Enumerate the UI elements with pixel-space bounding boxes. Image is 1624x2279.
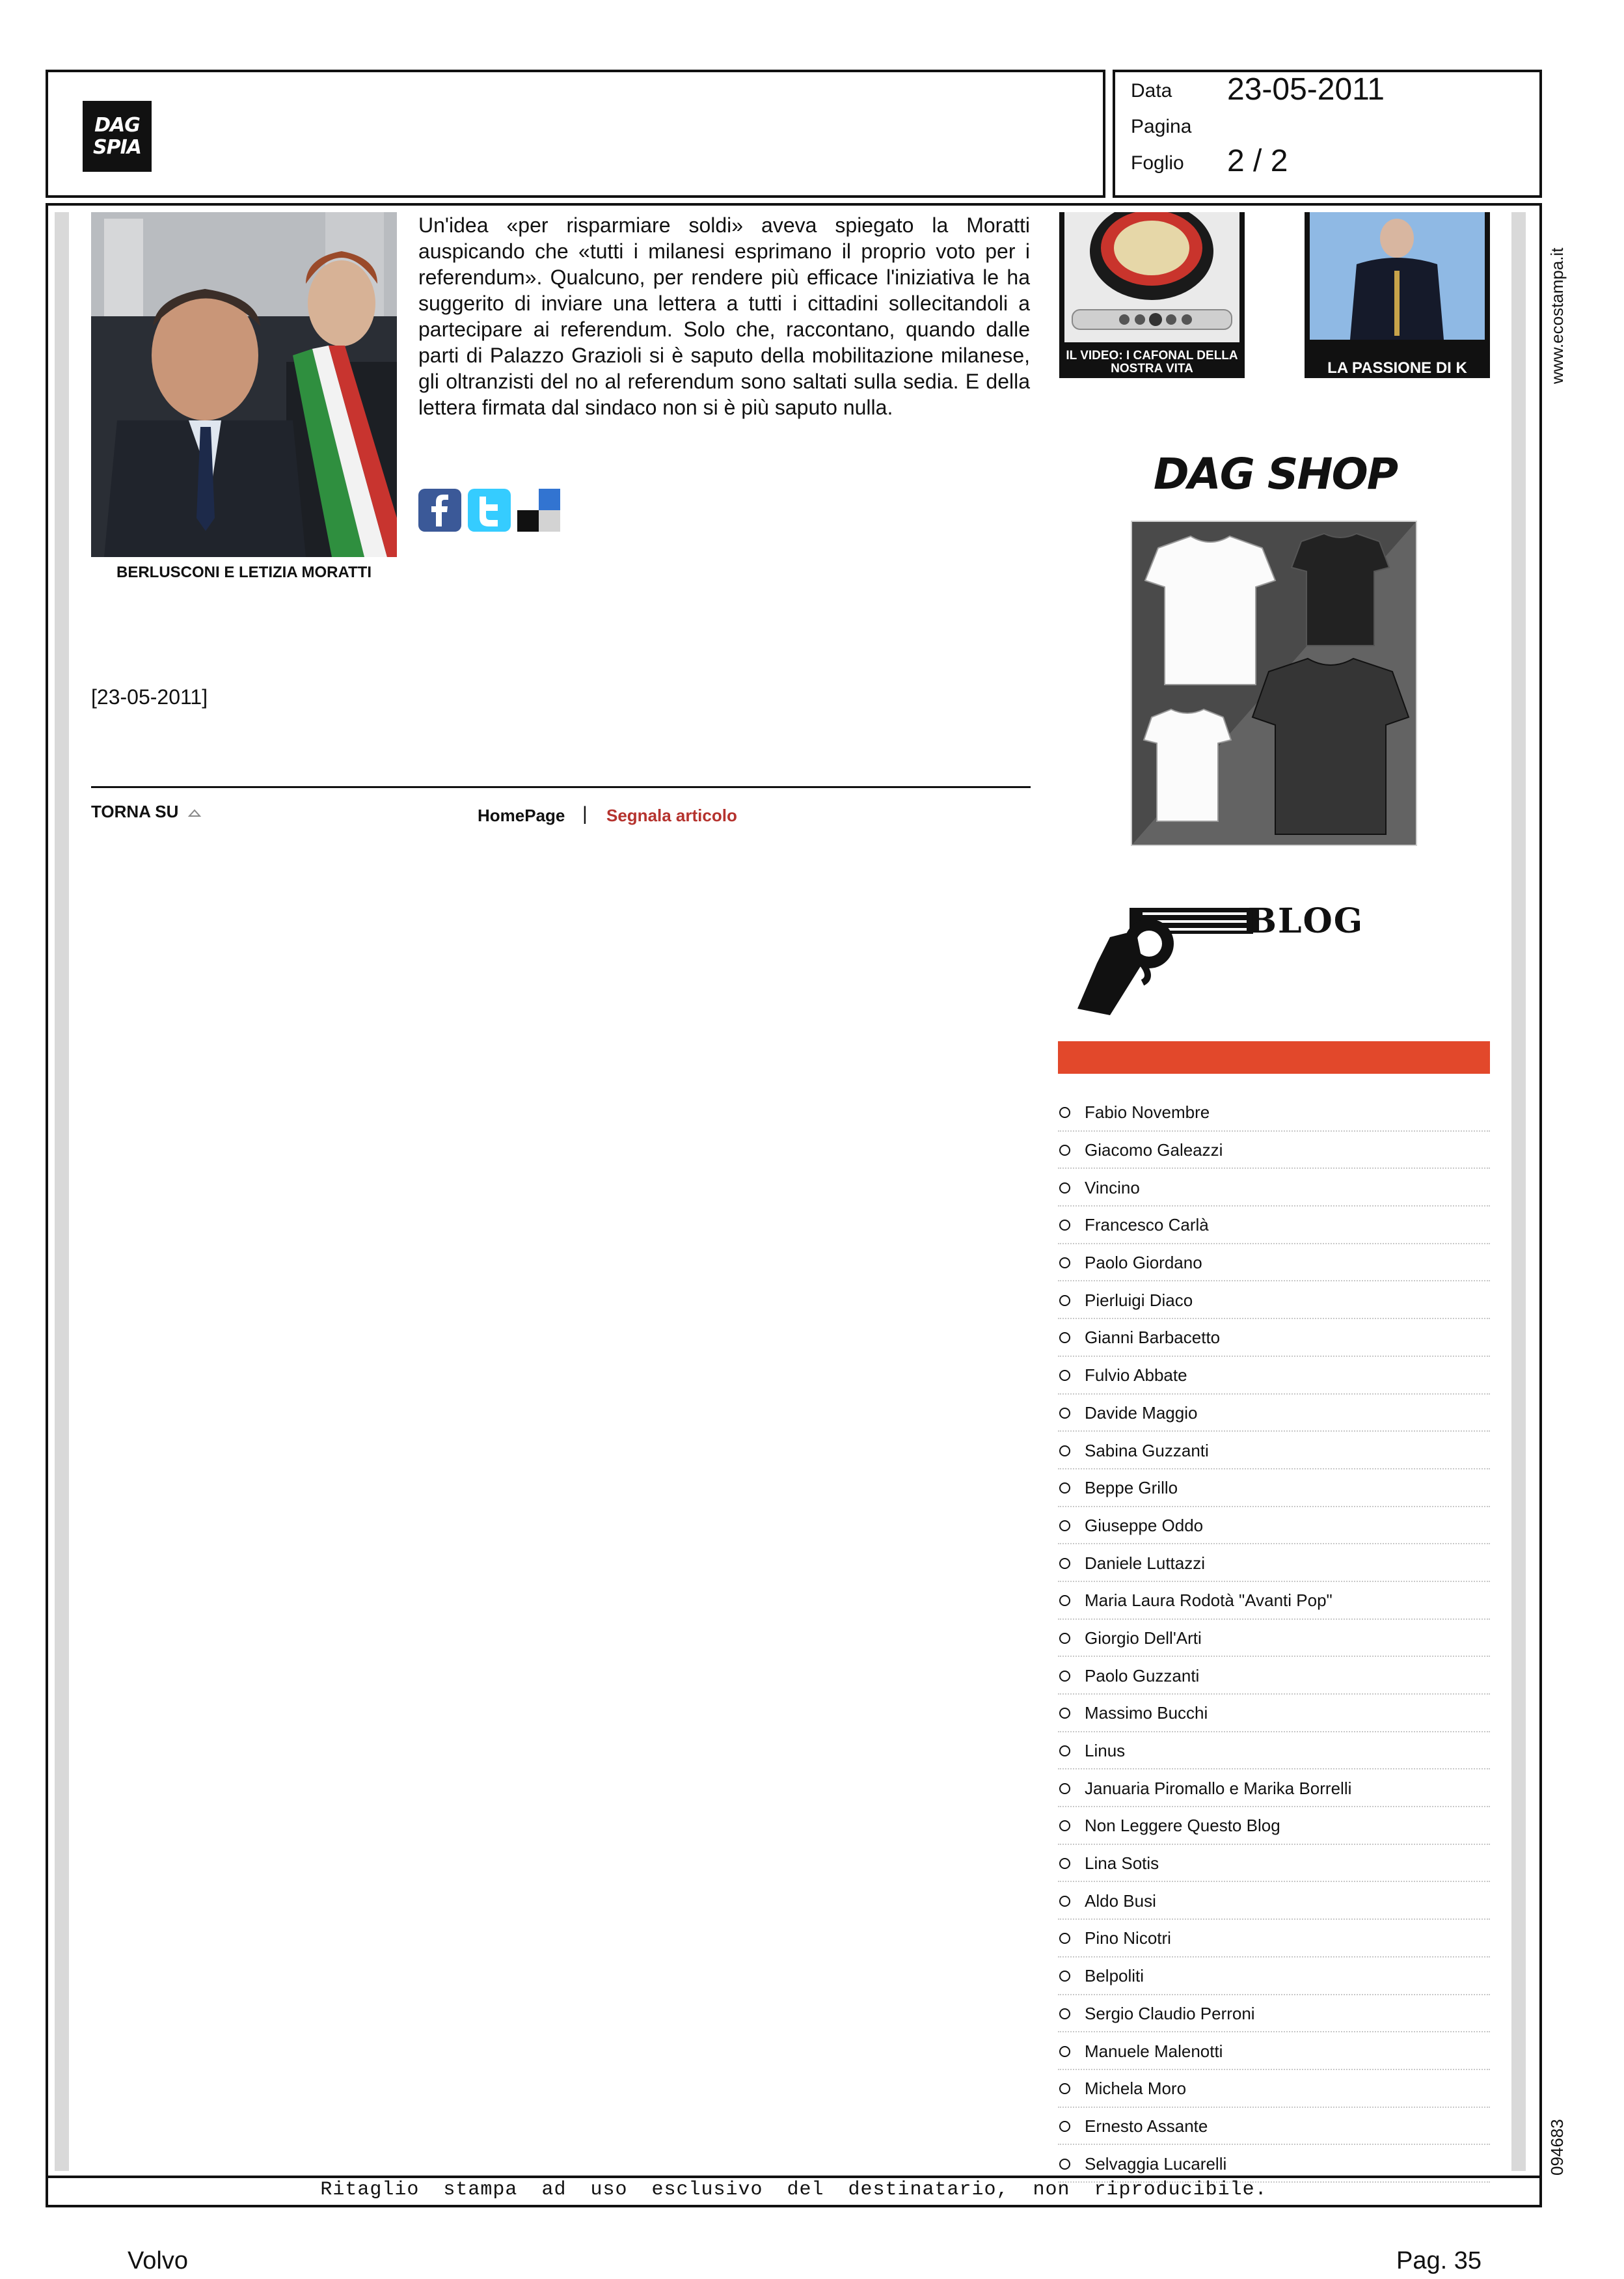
facebook-icon [418,489,461,532]
article-body: Un'idea «per risparmiare soldi» aveva spiegato la Moratti auspicando che «tutti i milanesi esprimano il proprio voto per i referendum». Qualcuno, per rendere più efficace l'iniziativa le ha suggerito di inviare una lettera a tutti i cittadini sollecitandoli a partecipare ai referendum. Solo che, raccontano, quando dalle parti di Palazzo Grazioli si è saputo della mobilitazione milanese, gli oltranzisti del no al referendum sono saltati sulla sedia. E della lettera firmata dal sindaco non si è più saputo nulla. [418,213,1030,419]
blog-author-link[interactable]: Ernesto Assante [1085,2116,1208,2136]
right-gray-bar [1511,212,1526,2171]
blog-author-link[interactable]: Michela Moro [1085,2079,1187,2099]
circle-bullet-icon [1059,1220,1070,1231]
blog-list-item[interactable] [1058,1882,1490,1920]
blog-list-item[interactable] [1058,1958,1490,1995]
foglio-label: Foglio [1131,152,1184,174]
blog-author-link[interactable]: Giorgio Dell'Arti [1085,1628,1202,1648]
blog-author-link[interactable]: Francesco Carlà [1085,1215,1209,1235]
blog-author-link[interactable]: Giuseppe Oddo [1085,1515,1204,1535]
blog-author-link[interactable]: Non Leggere Questo Blog [1085,1816,1280,1836]
circle-bullet-icon [1059,1708,1070,1719]
blog-list-item[interactable] [1058,1469,1490,1507]
blog-author-link[interactable]: Fabio Novembre [1085,1102,1210,1123]
circle-bullet-icon [1059,1107,1070,1118]
blog-author-link[interactable]: Daniele Luttazzi [1085,1553,1205,1573]
header-left-box [46,70,1105,198]
photo-caption: BERLUSCONI E LETIZIA MORATTI [116,564,372,581]
blog-author-link[interactable]: Linus [1085,1741,1126,1761]
client-name: Volvo [128,2247,188,2274]
blog-list-item[interactable] [1058,1657,1490,1695]
blog-list-item[interactable] [1058,1319,1490,1357]
passione-caption: LA PASSIONE DI K [1327,359,1467,377]
photo-illustration [91,212,397,557]
blog-list-item[interactable] [1058,2032,1490,2070]
blog-author-link[interactable]: Vincino [1085,1177,1140,1197]
circle-bullet-icon [1059,1257,1070,1268]
blog-author-link[interactable]: Selvaggia Lucarelli [1085,2153,1227,2174]
blog-section-bar [1058,1041,1490,1074]
logo-line-1: DAG [94,113,140,137]
torna-su-label: TORNA SU [91,802,179,821]
blog-author-link[interactable]: Sergio Claudio Perroni [1085,2003,1255,2023]
video-player-illustration [1059,212,1245,342]
circle-bullet-icon [1059,1558,1070,1569]
circle-bullet-icon [1059,1520,1070,1531]
blog-author-link[interactable]: Gianni Barbacetto [1085,1328,1221,1348]
blog-list-item[interactable] [1058,1582,1490,1620]
blog-list-item[interactable] [1058,1695,1490,1732]
left-gray-bar [55,212,69,2171]
circle-bullet-icon [1059,2159,1070,2170]
blog-author-link[interactable]: Massimo Bucchi [1085,1703,1208,1723]
circle-bullet-icon [1059,2121,1070,2132]
blog-author-link[interactable]: Manuele Malenotti [1085,2041,1223,2061]
ecostampa-website: www.ecostampa.it [1547,247,1567,384]
twitter-share-button[interactable] [468,489,511,532]
blog-list-item[interactable] [1058,2070,1490,2108]
circle-bullet-icon [1059,1332,1070,1343]
twitter-icon [468,489,511,532]
data-label: Data [1131,80,1172,102]
circle-bullet-icon [1059,2083,1070,2094]
link-separator: | [582,803,588,825]
footer-notice: Ritaglio stampa ad uso esclusivo del destinatario, non riproducibile. [320,2179,1267,2201]
blog-list-item[interactable] [1058,1845,1490,1883]
torna-su-link[interactable] [91,802,202,822]
blog-heading: BLOG [1248,901,1364,941]
delicious-share-button[interactable] [517,489,560,532]
page-number: Pag. 35 [1396,2247,1482,2274]
circle-bullet-icon [1059,1671,1070,1682]
blog-author-link[interactable]: Paolo Guzzanti [1085,1665,1200,1685]
article-divider [91,786,1031,788]
circle-bullet-icon [1059,1482,1070,1494]
blog-list-item[interactable] [1058,1732,1490,1770]
logo-line-2: SPIA [93,135,141,159]
blog-list-item[interactable] [1058,1544,1490,1582]
facebook-share-button[interactable] [418,489,461,532]
blog-list-item[interactable] [1058,1507,1490,1545]
circle-bullet-icon [1059,1783,1070,1794]
arrow-up-icon [187,808,202,818]
segnala-articolo-link[interactable]: Segnala articolo [606,806,737,825]
blog-list-item[interactable] [1058,1357,1490,1395]
circle-bullet-icon [1059,2046,1070,2057]
circle-bullet-icon [1059,1595,1070,1606]
blog-author-link[interactable]: Giacomo Galeazzi [1085,1140,1223,1160]
clipping-code: 094683 [1547,2119,1567,2176]
blog-author-link[interactable]: Beppe Grillo [1085,1478,1178,1498]
officer-photo-illustration [1305,212,1490,342]
blog-list-item[interactable] [1058,1169,1490,1207]
dagospia-logo [83,101,152,172]
footer-rule [46,2176,1542,2178]
blog-list-item[interactable] [1058,1395,1490,1432]
circle-bullet-icon [1059,1370,1070,1381]
foglio-value: 2 / 2 [1227,144,1288,178]
blog-revolver-logo [1064,892,1260,1022]
homepage-link[interactable]: HomePage [478,806,565,825]
tshirts-illustration [1132,522,1416,845]
blog-author-link[interactable]: Pierluigi Diaco [1085,1290,1193,1310]
blog-author-link[interactable]: Sabina Guzzanti [1085,1440,1209,1460]
blog-list-item[interactable] [1058,1207,1490,1244]
blog-list-item[interactable] [1058,1132,1490,1169]
circle-bullet-icon [1059,1820,1070,1831]
circle-bullet-icon [1059,1145,1070,1156]
circle-bullet-icon [1059,1858,1070,1869]
blog-list-item[interactable] [1058,1995,1490,2033]
blog-list-item[interactable] [1058,2108,1490,2146]
blog-list [1058,1094,1490,2183]
blog-author-link[interactable]: Januaria Piromallo e Marika Borrelli [1085,1778,1352,1798]
revolver-icon [1064,892,1260,1022]
berlusconi-moratti-photo [91,212,397,557]
circle-bullet-icon [1059,1745,1070,1756]
circle-bullet-icon [1059,1182,1070,1194]
blog-author-link[interactable]: Maria Laura Rodotà "Avanti Pop" [1085,1590,1333,1611]
passione-di-k-thumbnail[interactable] [1305,212,1490,378]
circle-bullet-icon [1059,1445,1070,1456]
blog-list-item[interactable] [1058,1281,1490,1319]
blog-list-item[interactable] [1058,1620,1490,1658]
blog-list-item[interactable] [1058,1432,1490,1469]
dagoshop-banner[interactable] [1131,521,1417,846]
circle-bullet-icon [1059,1933,1070,1944]
circle-bullet-icon [1059,1295,1070,1306]
blog-list-item[interactable] [1058,1769,1490,1807]
data-value: 23-05-2011 [1227,72,1385,107]
blog-author-link[interactable]: Fulvio Abbate [1085,1365,1187,1385]
blog-list-item[interactable] [1058,1244,1490,1282]
circle-bullet-icon [1059,2008,1070,2019]
blog-list-item[interactable] [1058,1807,1490,1845]
circle-bullet-icon [1059,1633,1070,1644]
blog-author-link[interactable]: Aldo Busi [1085,1890,1156,1911]
blog-author-link[interactable]: Davide Maggio [1085,1402,1198,1423]
dagoshop-title[interactable]: DAG SHOP [1153,449,1398,499]
circle-bullet-icon [1059,1971,1070,1982]
circle-bullet-icon [1059,1408,1070,1419]
delicious-icon [517,489,560,532]
blog-list-item[interactable] [1058,1094,1490,1132]
circle-bullet-icon [1059,1896,1070,1907]
article-date: [23-05-2011] [91,685,208,709]
video-caption: IL VIDEO: I CAFONAL DELLA NOSTRA VITA [1066,349,1238,375]
cafonal-video-thumbnail[interactable] [1059,212,1245,378]
blog-author-link[interactable]: Paolo Giordano [1085,1253,1202,1273]
blog-author-link[interactable]: Pino Nicotri [1085,1928,1171,1948]
blog-author-link[interactable]: Belpoliti [1085,1966,1144,1986]
pagina-label: Pagina [1131,116,1192,137]
blog-author-link[interactable]: Lina Sotis [1085,1853,1159,1874]
blog-list-item[interactable] [1058,1920,1490,1958]
